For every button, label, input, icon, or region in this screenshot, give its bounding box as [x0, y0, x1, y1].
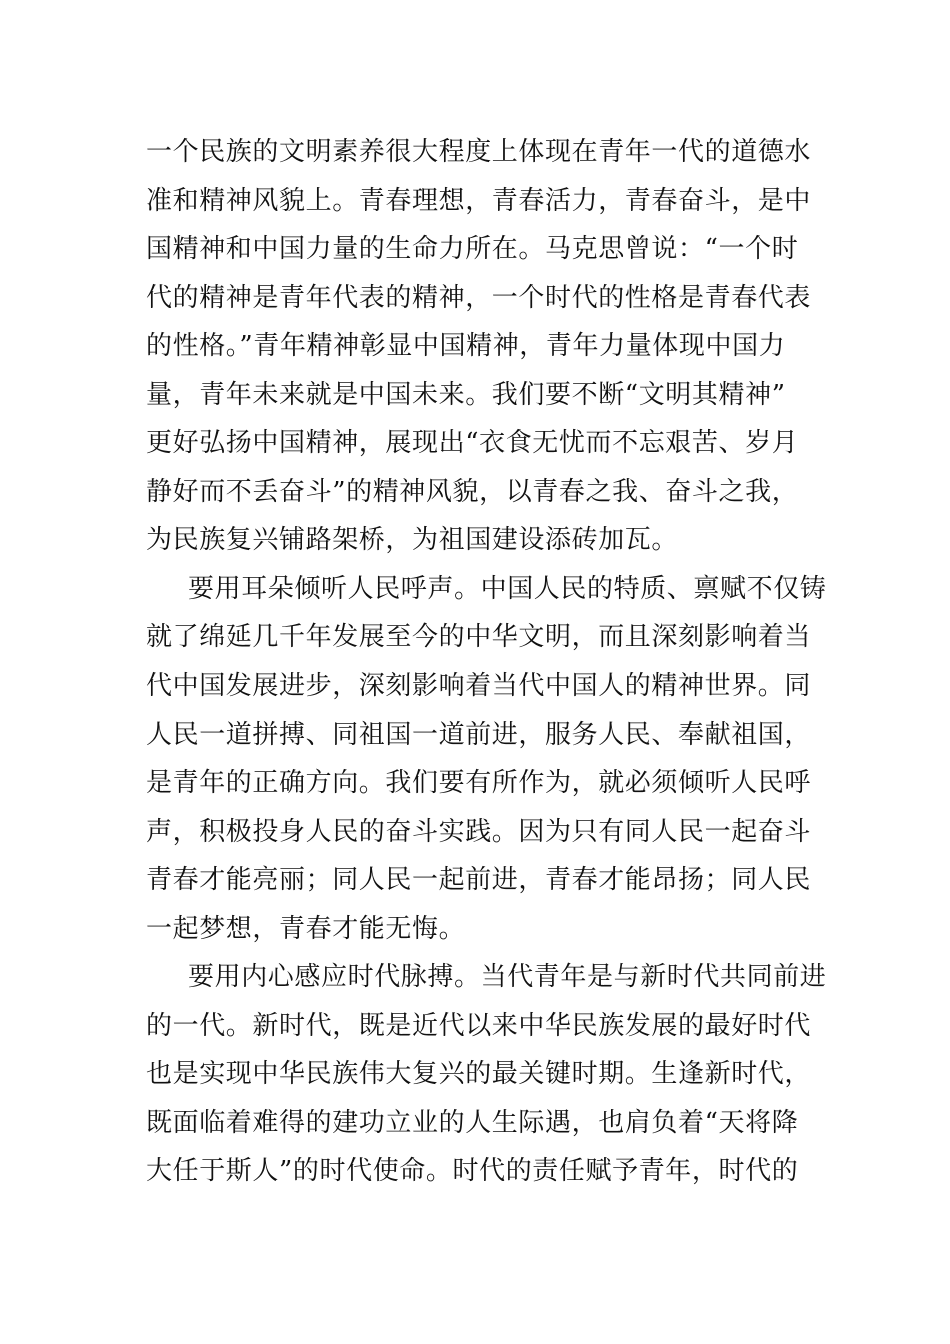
text-line: 就了绵延几千年发展至今的中华文明，而且深刻影响着当	[146, 622, 812, 653]
paragraph-start-line: 要用内心感应时代脉搏。当代青年是与新时代共同前进	[188, 962, 827, 993]
text-line: 为民族复兴铺路架桥，为祖国建设添砖加瓦。	[146, 525, 679, 556]
text-line: 更好弘扬中国精神，展现出“衣食无忧而不忘艰苦、岁月	[146, 428, 799, 459]
body-text	[146, 128, 827, 1196]
text-line: 是青年的正确方向。我们要有所作为，就必须倾听人民呼	[146, 768, 812, 799]
text-line: 代中国发展进步，深刻影响着当代中国人的精神世界。同	[146, 671, 812, 702]
text-line: 也是实现中华民族伟大复兴的最关键时期。生逢新时代，	[146, 1059, 812, 1090]
text-line: 青春才能亮丽；同人民一起前进，青春才能昂扬；同人民	[146, 865, 812, 896]
text-line: 代的精神是青年代表的精神，一个时代的性格是青春代表	[146, 282, 812, 313]
text-line: 人民一道拼搏、同祖国一道前进，服务人民、奉献祖国，	[146, 719, 812, 750]
text-line: 准和精神风貌上。青春理想，青春活力，青春奋斗，是中	[146, 185, 812, 216]
text-line: 既面临着难得的建功立业的人生际遇，也肩负着“天将降	[146, 1107, 799, 1138]
text-line: 大任于斯人”的时代使命。时代的责任赋予青年，时代的	[146, 1156, 799, 1187]
paragraph-start-line: 要用耳朵倾听人民呼声。中国人民的特质、禀赋不仅铸	[188, 573, 827, 604]
text-line: 声，积极投身人民的奋斗实践。因为只有同人民一起奋斗	[146, 816, 812, 847]
text-line: 的一代。新时代，既是近代以来中华民族发展的最好时代	[146, 1010, 812, 1041]
text-line: 国精神和中国力量的生命力所在。马克思曾说：“一个时	[146, 234, 799, 265]
text-line: 一个民族的文明素养很大程度上体现在青年一代的道德水	[146, 137, 812, 167]
text-line: 静好而不丢奋斗”的精神风貌，以青春之我、奋斗之我，	[146, 476, 799, 507]
text-line: 量，青年未来就是中国未来。我们要不断“文明其精神”	[146, 379, 786, 410]
text-line: 一起梦想，青春才能无悔。	[146, 913, 466, 944]
text-line: 的性格。”青年精神彰显中国精神，青年力量体现中国力	[146, 331, 786, 362]
